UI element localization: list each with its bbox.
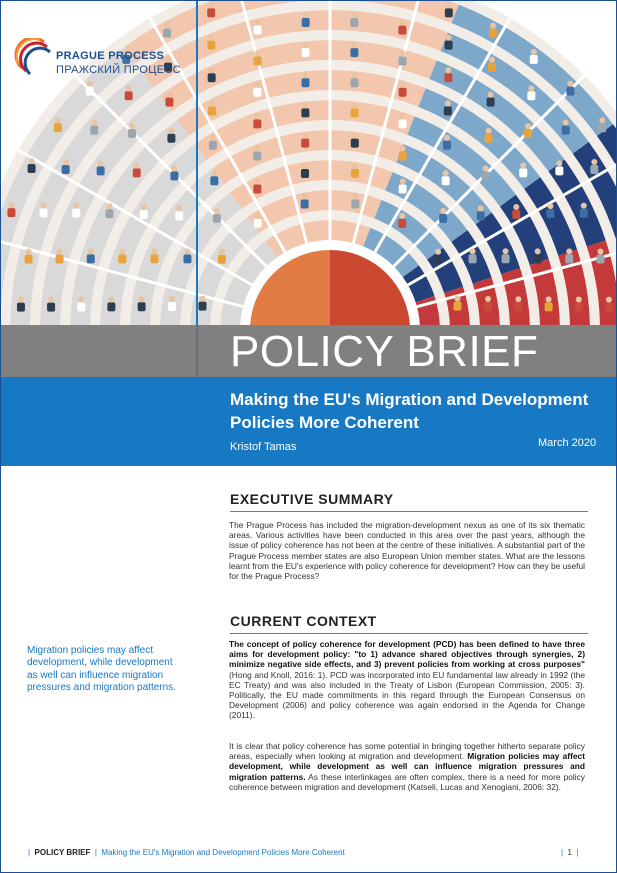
- page-separator: |: [576, 848, 579, 857]
- footer-label: POLICY BRIEF: [34, 848, 91, 857]
- document-title: Making the EU's Migration and Development Policies More Coherent: [230, 390, 589, 432]
- publication-date: March 2020: [538, 437, 597, 449]
- coherence-conclusion-text: As these interlinkages are often complex, there is a need for more policy coherence between migration and development (Katseli, Lucas and Xenogiani, 2006: 32).: [229, 771, 585, 792]
- logo-text-en: PRAGUE PROCESS: [56, 50, 165, 62]
- page-separator: |: [561, 848, 564, 857]
- page-number: 1: [567, 848, 572, 857]
- executive-summary-heading: EXECUTIVE SUMMARY: [230, 491, 394, 507]
- current-context-heading: CURRENT CONTEXT: [230, 613, 377, 629]
- coherence-intro-text: It is clear that policy coherence has some potential in bringing together hitherto separate policy areas, especially when looking at migration and development.: [229, 741, 585, 762]
- footer-separator: |: [28, 848, 31, 857]
- pcd-history-text: (Hong and Knoll, 2016: 1). PCD was incorporated into EU fundamental law already in 1992 (the EC Treaty) and was also included in the Treaty of Lisbon (European Commission, 2005: 3). Politically, the EU made commitments in this regard through the European Consensus on Development (2006) and policy coherence was again endorsed in the Agenda for Change (2011).: [229, 669, 585, 721]
- document-type-title: POLICY BRIEF: [230, 327, 539, 376]
- logo-text-ru: ПРАЖСКИЙ ПРОЦЕСС: [56, 64, 181, 76]
- executive-summary-text: The Prague Process has included the migration-development nexus as one of its six thematic areas. Various activities have been conducted in this area over the past years, although the issue of policy coherence has not been at the centre of these initiatives. A substantial part of the Prague Process member states are also European Union member states. What are the lessons learnt from the EU's experience with policy coherence for development? How can they be useful for the Prague Process?: [229, 520, 585, 582]
- coherence-key-point-bold: Migration policies may affect development, while development as well can influence migration pressures and migration patterns.: [229, 751, 585, 782]
- footer-separator: |: [94, 848, 97, 857]
- pcd-definition-bold: The concept of policy coherence for development (PCD) has been defined to have three aims for development policy: "to 1) advance shared objectives through synergies, 2) minimize negative side effects, and 3) prevent policies from working at cross purposes": [229, 639, 585, 670]
- sidebar-pull-quote: Migration policies may affect development, while development as well can influence migration pressures and migration patterns.: [27, 645, 176, 694]
- author-name: Kristof Tamas: [230, 441, 297, 453]
- footer-title: Making the EU's Migration and Development Policies More Coherent: [101, 848, 345, 857]
